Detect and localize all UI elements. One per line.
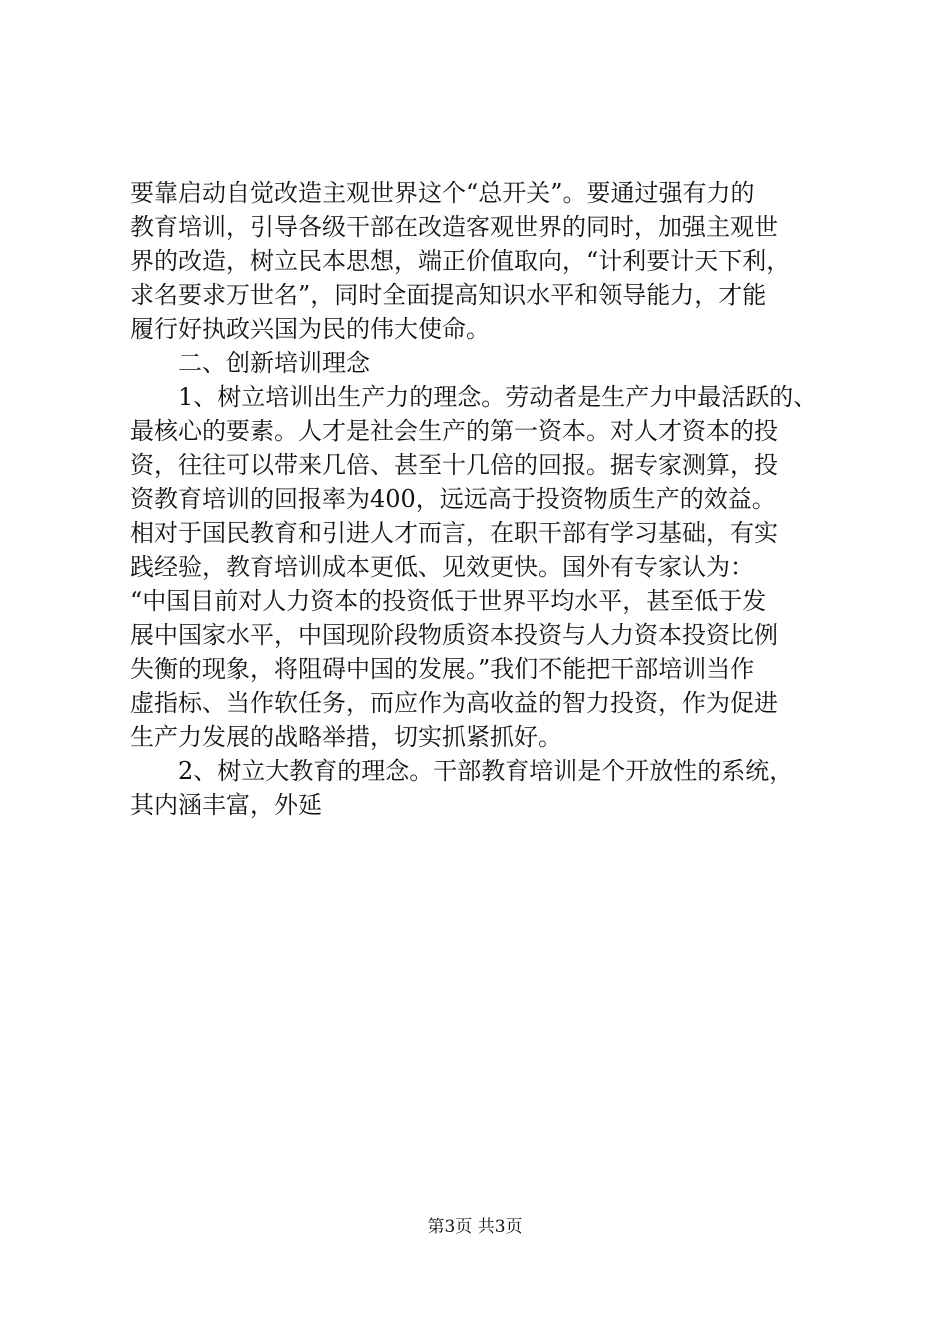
- text-line: 教育培训，引导各级干部在改造客观世界的同时，加强主观世: [130, 213, 778, 241]
- text-line: 要靠启动自觉改造主观世界这个“总开关”。要通过强有力的: [130, 179, 755, 207]
- text-line: 相对于国民教育和引进人才而言，在职干部有学习基础，有实: [130, 519, 778, 547]
- text-line: 1、树立培训出生产力的理念。劳动者是生产力中最活跃的、: [178, 383, 818, 411]
- text-line: 失衡的现象，将阻碍中国的发展。”我们不能把干部培训当作: [130, 655, 755, 683]
- text-line: 资教育培训的回报率为400，远远高于投资物质生产的效益。: [130, 485, 776, 513]
- text-line: 求名要求万世名”，同时全面提高知识水平和领导能力，才能: [130, 281, 767, 309]
- text-line: 2、树立大教育的理念。干部教育培训是个开放性的系统，: [178, 757, 794, 785]
- text-line: 虚指标、当作软任务，而应作为高收益的智力投资，作为促进: [130, 689, 778, 717]
- text-line: 其内涵丰富，外延: [130, 791, 322, 819]
- text-line: 展中国家水平，中国现阶段物质资本投资与人力资本投资比例: [130, 621, 778, 649]
- document-body: [130, 176, 830, 822]
- text-line: 资，往往可以带来几倍、甚至十几倍的回报。据专家测算，投: [130, 451, 778, 479]
- text-line: 生产力发展的战略举措，切实抓紧抓好。: [130, 723, 562, 751]
- paragraph-2: [130, 380, 830, 754]
- text-line: “中国目前对人力资本的投资低于世界平均水平，甚至低于发: [130, 587, 767, 615]
- paragraph-1: [130, 176, 830, 346]
- paragraph-3: [130, 754, 830, 822]
- page-footer: 第3页 共3页: [427, 1217, 523, 1237]
- text-line: 界的改造，树立民本思想，端正价值取向，“计利要计天下利，: [130, 247, 791, 275]
- text-line: 履行好执政兴国为民的伟大使命。: [130, 315, 490, 343]
- text-line: 最核心的要素。人才是社会生产的第一资本。对人才资本的投: [130, 417, 778, 445]
- section-heading: 二、创新培训理念: [178, 349, 370, 377]
- text-line: 践经验，教育培训成本更低、见效更快。国外有专家认为：: [130, 553, 754, 581]
